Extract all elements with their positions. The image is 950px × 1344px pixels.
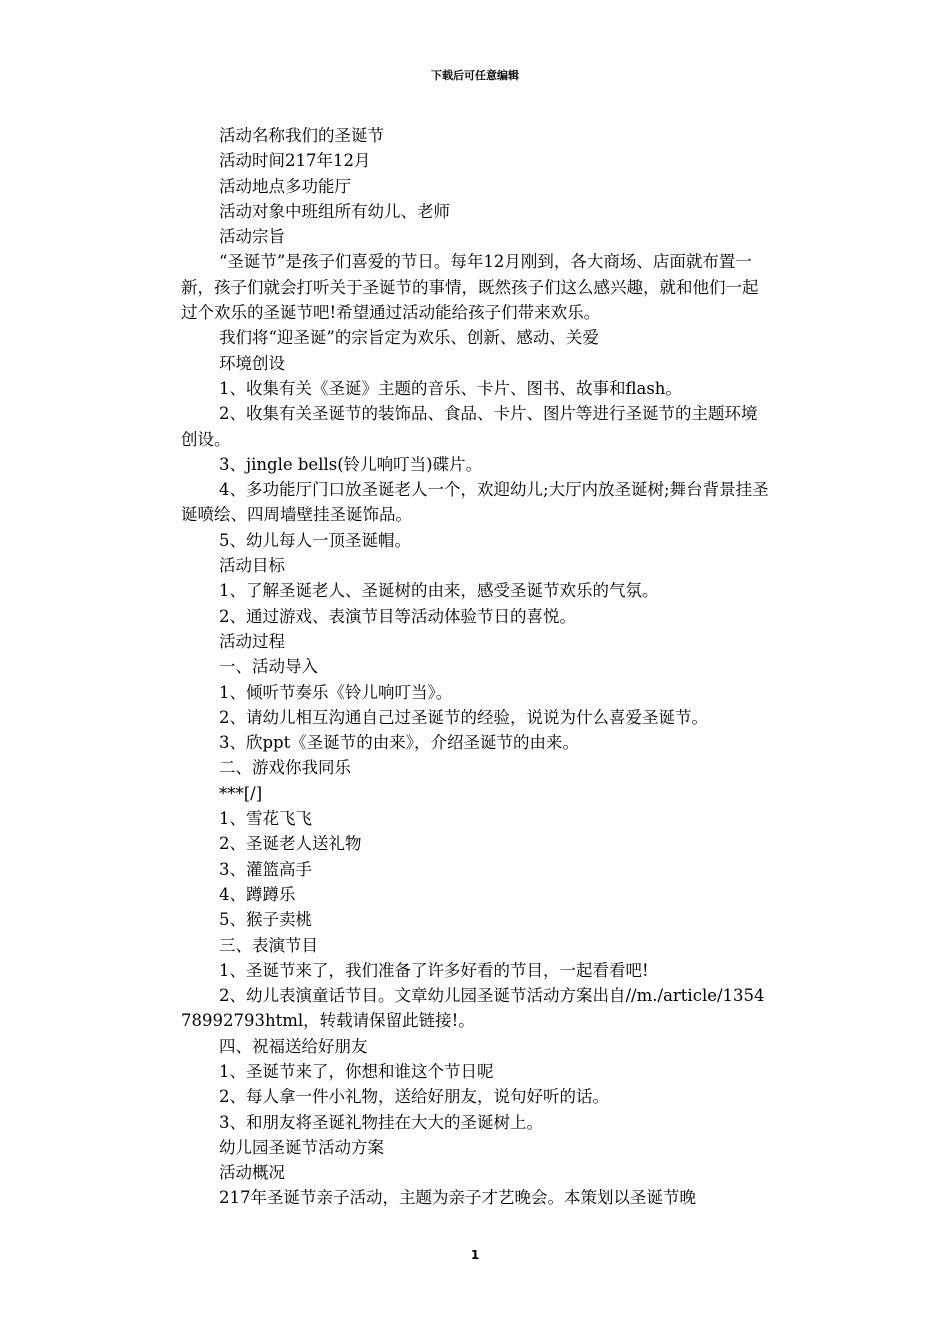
paragraph: 2、请幼儿相互沟通自己过圣诞节的经验，说说为什么喜爱圣诞节。 xyxy=(219,707,708,727)
paragraph: “圣诞节”是孩子们喜爱的节日。每年12月刚到，各大商场、店面就布置一新，孩子们就会打听关于圣诞节的事情，既然孩子们这么感兴趣，就和他们一起过个欢乐的圣诞节吧!希望通过活动能给孩子们带来欢乐。 xyxy=(181,252,759,323)
page-number: 1 xyxy=(470,1248,480,1262)
paragraph: 二、游戏你我同乐 xyxy=(219,758,351,778)
paragraph: 3、和朋友将圣诞礼物挂在大大的圣诞树上。 xyxy=(219,1112,543,1132)
paragraph: 1、收集有关《圣诞》主题的音乐、卡片、图书、故事和flash。 xyxy=(219,378,682,398)
paragraph: 2、幼儿表演童话节目。文章幼儿园圣诞节活动方案出自//m./article/135478992793html，转载请保留此链接!。 xyxy=(181,986,765,1031)
paragraph: 2、圣诞老人送礼物 xyxy=(219,834,362,854)
paragraph: 活动宗旨 xyxy=(219,227,285,247)
paragraph: 1、雪花飞飞 xyxy=(219,809,312,829)
paragraph: 活动对象中班组所有幼儿、老师 xyxy=(219,201,450,221)
page-header: 下载后可任意编辑 xyxy=(431,69,519,82)
paragraph: 一、活动导入 xyxy=(219,657,318,677)
paragraph: 活动时间217年12月 xyxy=(219,151,371,171)
paragraph: 三、表演节目 xyxy=(219,935,318,955)
paragraph: 3、欣ppt《圣诞节的由来》，介绍圣诞节的由来。 xyxy=(219,733,580,753)
paragraph: 2、收集有关圣诞节的装饰品、食品、卡片、图片等进行圣诞节的主题环境创设。 xyxy=(181,404,758,449)
paragraph: 1、倾听节奏乐《铃儿响叮当》。 xyxy=(219,682,453,702)
paragraph: 活动地点多功能厅 xyxy=(219,176,351,196)
paragraph: 5、猴子卖桃 xyxy=(219,910,312,930)
paragraph: 3、灌篮高手 xyxy=(219,859,312,879)
document-body xyxy=(181,123,781,1211)
paragraph: 1、圣诞节来了，你想和谁这个节日呢 xyxy=(219,1061,494,1081)
paragraph: 活动过程 xyxy=(219,631,285,651)
paragraph: 幼儿园圣诞节活动方案 xyxy=(219,1137,384,1157)
paragraph: ***[/] xyxy=(219,783,263,803)
paragraph: 4、蹲蹲乐 xyxy=(219,884,296,904)
paragraph: 217年圣诞节亲子活动，主题为亲子才艺晚会。本策划以圣诞节晚 xyxy=(219,1188,696,1208)
paragraph: 2、每人拿一件小礼物，送给好朋友，说句好听的话。 xyxy=(219,1087,609,1107)
paragraph: 环境创设 xyxy=(219,353,285,373)
paragraph: 活动概况 xyxy=(219,1163,285,1183)
paragraph: 活动目标 xyxy=(219,556,285,576)
paragraph: 1、圣诞节来了，我们准备了许多好看的节目，一起看看吧! xyxy=(219,960,649,980)
paragraph: 5、幼儿每人一顶圣诞帽。 xyxy=(219,530,411,550)
paragraph: 4、多功能厅门口放圣诞老人一个，欢迎幼儿;大厅内放圣诞树;舞台背景挂圣诞喷绘、四周墙壁挂圣诞饰品。 xyxy=(181,480,769,525)
paragraph: 2、通过游戏、表演节目等活动体验节日的喜悦。 xyxy=(219,606,576,626)
paragraph: 我们将“迎圣诞”的宗旨定为欢乐、创新、感动、关爱 xyxy=(219,328,599,348)
paragraph: 活动名称我们的圣诞节 xyxy=(219,126,384,145)
paragraph: 3、jingle bells(铃儿响叮当)碟片。 xyxy=(219,454,483,474)
paragraph: 1、了解圣诞老人、圣诞树的由来，感受圣诞节欢乐的气氛。 xyxy=(219,581,659,601)
paragraph: 四、祝福送给好朋友 xyxy=(219,1036,368,1056)
